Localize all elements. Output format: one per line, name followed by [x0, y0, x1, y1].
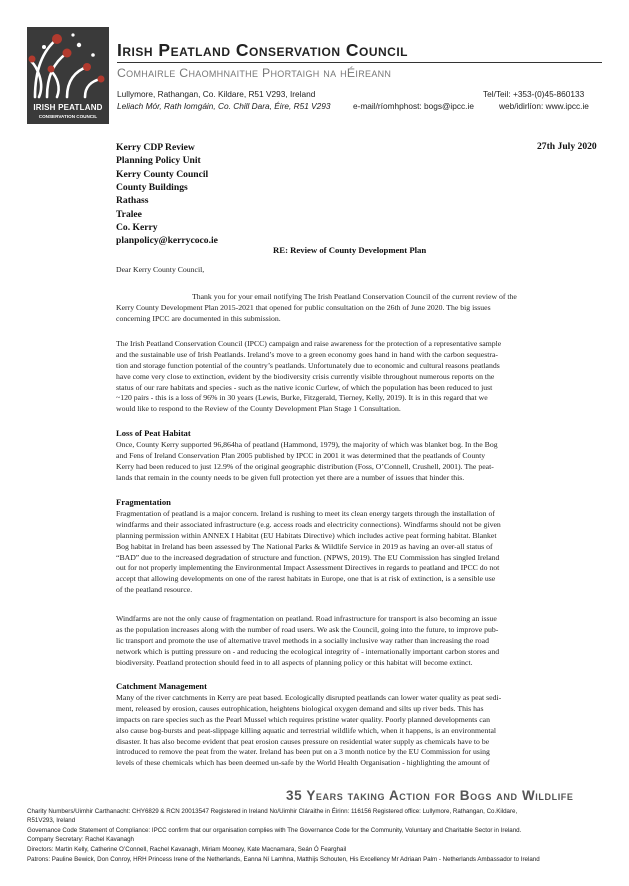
footer-charity-numbers: Charity Numbers/Uimhir Carthanacht: CHY6829 & RCN 20013547 Registered in Ireland No/Uimhir Cláraithe in Éirinn: 116156 Registered office: Lullymore, Rathangan, Co.Kildare,: [27, 808, 518, 815]
address-english: Lullymore, Rathangan, Co. Kildare, R51 V293, Ireland: [117, 89, 316, 99]
paragraph-line: Thank you for your email notifying The Irish Peatland Conservation Council of the current review of the: [192, 292, 517, 301]
recipient-line: Tralee: [116, 208, 142, 220]
section-heading-loss: Loss of Peat Habitat: [116, 428, 191, 438]
letter-date: 27th July 2020: [537, 141, 597, 152]
paragraph-line: as the population increases along with the number of road users. We ask the Council, going into the future, to improve pub-: [116, 624, 499, 634]
recipient-line: Rathass: [116, 195, 149, 207]
paragraph-line: ~120 pairs - this is a loss of 96% in 30 years (Lewis, Burke, Fitzgerald, Tierney, Kelly, 2019). It is in this regard that we: [116, 393, 488, 403]
ipcc-context-paragraph: [116, 339, 601, 415]
paragraph-line: network which is putting pressure on - and reducing the ecological integrity of - internationally important carbon stores and: [116, 646, 500, 656]
paragraph-line: Windfarms are not the only cause of fragmentation on peatland. Road infrastructure for transport is also becoming an issue: [116, 614, 497, 623]
fragmentation-paragraph: [116, 509, 601, 596]
paragraph-line: levels of these chemicals which has been deemed un-safe by the World Health Organisation - highlighting the amount of: [116, 758, 490, 768]
footer-patrons: Patrons: Pauline Bewick, Don Conroy, HRH Princess Irene of the Netherlands, Eanna Ní Lamhna, Matthijs Schouten, His Excellency Mr Adriaan Palm - Netherlands Ambassador to Ireland: [27, 856, 540, 863]
paragraph-line: lands that remain in the county needs to be given full protection yet there are a number of issues that hinder this.: [116, 472, 465, 482]
paragraph-line: tion and storage function potential of the country’s peatlands. Unfortunately due to economic and cultural reasons peatlands: [116, 360, 500, 370]
footer-governance: Governance Code Statement of Compliance: IPCC confirm that our organisation complies with The Governance Code for the Community, Voluntary and Charitable Sector in Ireland.: [27, 827, 522, 834]
recipient-email: planpolicy@kerrycoco.ie: [116, 235, 218, 247]
ipcc-logo: [27, 27, 109, 124]
header-divider: [117, 62, 602, 63]
recipient-line: Kerry CDP Review: [116, 142, 195, 153]
paragraph-line: impacts on rare species such as the Pearl Mussel which requires pristine water quality. Poorly planned developments can: [116, 714, 490, 724]
paragraph-line: status of our rare habitats and species - such as the native iconic Curlew, of which the population has been reduced to just: [116, 382, 493, 392]
paragraph-line: biodiversity. Peatland protection should feed in to all aspects of planning policy or this habitat will become extinct.: [116, 657, 473, 667]
paragraph-line: The Irish Peatland Conservation Council (IPCC) campaign and raise awareness for the protection of a representative sample: [116, 339, 502, 348]
recipient-line: County Buildings: [116, 182, 188, 194]
logo-text-secondary: CONSERVATION COUNCIL: [38, 114, 98, 119]
paragraph-line: Many of the river catchments in Kerry are peat based. Ecologically disrupted peatlands can lower water quality as peat sedi-: [116, 693, 502, 702]
paragraph-line: ment, released by erosion, causes eutrophication, heightens biological oxygen demand and silts up river beds. This has: [116, 703, 484, 713]
website: web/idirlíon: www.ipcc.ie: [499, 101, 589, 111]
footer-charity-numbers-cont: R51V293, Ireland: [27, 817, 76, 824]
address-irish: Leliach Mór, Rath Iomgáin, Co. Chill Dara, Éire, R51 V293: [117, 101, 331, 111]
section-heading-catchment: Catchment Management: [116, 681, 207, 691]
org-name: Irish Peatland Conservation Council: [117, 40, 409, 60]
paragraph-line: out for not properly implementing the Environmental Impact Assessment Directives in regards to peatland and IPCC do not: [116, 563, 500, 573]
recipient-address: [116, 141, 218, 248]
footer-secretary: Company Secretary: Rachel Kavanagh: [27, 836, 134, 843]
paragraph-line: planning permission within ANNEX I Habitat (EU Habitats Directive) which includes active peat forming habitat. Blanket: [116, 530, 497, 540]
paragraph-line: concerning IPCC are documented in this submission.: [116, 313, 281, 323]
paragraph-line: windfarms and their associated infrastructure (e.g. access roads and electricity connections). Windfarms should not be given: [116, 519, 501, 529]
email-address: e-mail/ríomhphost: bogs@ipcc.ie: [353, 101, 474, 111]
recipient-line: Planning Policy Unit: [116, 155, 201, 167]
loss-paragraph: [116, 440, 601, 484]
intro-paragraph: [116, 292, 601, 325]
logo-text-primary: IRISH PEATLAND: [33, 103, 103, 112]
section-heading-fragmentation: Fragmentation: [116, 497, 171, 507]
paragraph-line: of the peatland resource.: [116, 585, 193, 595]
paragraph-line: and the sustainable use of Irish Peatlands. Ireland’s move to a green economy goes hand in hand with the carbon sequestra-: [116, 349, 499, 359]
paragraph-line: disaster. It has also become evident that peat erosion causes pressure on residential water supply as chemicals have to be: [116, 736, 490, 746]
footer-tagline: 35 Years taking Action for Bogs and Wildlife: [286, 788, 574, 803]
salutation: Dear Kerry County Council,: [116, 265, 205, 274]
recipient-line: Kerry County Council: [116, 168, 209, 180]
paragraph-line: “BAD” due to the increased degradation of structure and function. (NPWS, 2019). The EU Commission has singled Ireland: [116, 552, 500, 562]
paragraph-line: Once, County Kerry supported 96,864ha of peatland (Hammond, 1979), the majority of which was blanket bog. In the Bog: [116, 440, 498, 449]
footer-directors: Directors: Martin Kelly, Catherine O’Connell, Rachel Kavanagh, Miriam Mooney, Kate Macnamara, Seán Ó Fearghail: [27, 846, 347, 853]
subject-line: RE: Review of County Development Plan: [273, 245, 427, 255]
recipient-line: Co. Kerry: [116, 222, 158, 234]
paragraph-line: Kerry County Development Plan 2015-2021 that opened for public consultation on the 26th of June 2020. The big issues: [116, 302, 491, 312]
paragraph-line: and Fens of Ireland Conservation Plan 2005 published by IPCC in 2001 it was determined that the peatlands of County: [116, 450, 486, 460]
paragraph-line: introduced to remove the peat from the water. Ireland has been put on a 3 month notice by the EU Commission for using: [116, 747, 490, 757]
paragraph-line: Fragmentation of peatland is a major concern. Ireland is rushing to meet its clean energy targets through the installation of: [116, 509, 495, 518]
paragraph-line: also cause bog-bursts and peat-slippage killing aquatic and terrestrial wildlife which, when it happens, is an environmental: [116, 725, 497, 735]
catchment-paragraph: [116, 693, 601, 769]
paragraph-line: Kerry had been reduced to just 12.9% of the original geographic distribution (Foss, O’Connell, Crushell, 2001). The peat-: [116, 461, 494, 471]
telephone: Tel/Teil: +353-(0)45-860133: [483, 89, 585, 99]
fragmentation-paragraph-2: [116, 614, 601, 668]
org-name-irish: Comhairle Chaomhnaithe Phortaigh na hÉireann: [117, 66, 392, 80]
paragraph-line: accept that allowing developments on one of the rarest habitats in Europe, one that is at risk of extinction, is a sensible use: [116, 574, 496, 584]
paragraph-line: lic transport and promote the use of alternative travel methods in a socially inclusive way rather than increasing the road: [116, 635, 489, 645]
paragraph-line: Bog habitat in Ireland has been assessed by The National Parks & Wildlife Service in 2019 as having an over-all status of: [116, 541, 493, 551]
bog-cotton-logo-icon: [27, 27, 109, 103]
paragraph-line: would like to respond to the Review of the County Development Plan Stage 1 Consultation.: [116, 404, 401, 414]
paragraph-line: have come very close to extinction, evident by the biodiversity crisis currently visible throughout numerous reports on the: [116, 371, 495, 381]
